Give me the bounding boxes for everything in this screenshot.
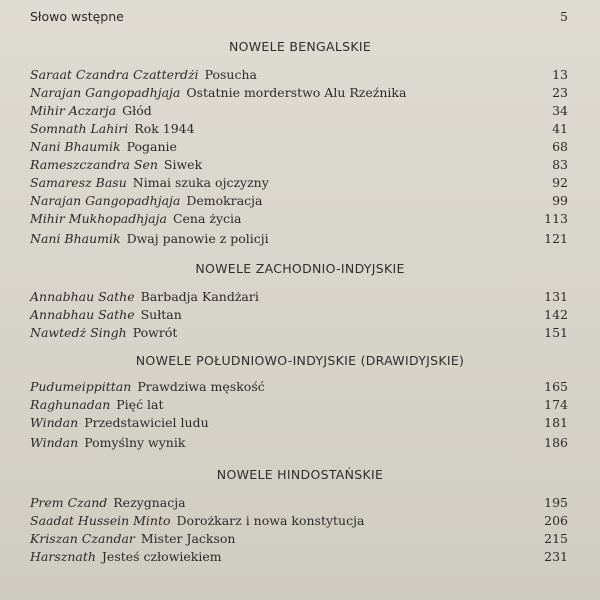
toc-entry xyxy=(30,306,568,324)
entry-title: Demokracja xyxy=(186,193,263,208)
section-heading-bengali: NOWELE BENGALSKIE xyxy=(228,39,372,54)
entry-title: Prawdziwa męskość xyxy=(137,379,265,394)
entry-title: Powrót xyxy=(132,325,178,340)
entry-title: Dorożkarz i nowa konstytucja xyxy=(176,513,365,528)
toc-entry xyxy=(30,288,568,306)
entry-title: Rezygnacja xyxy=(113,495,186,510)
page-number: 23 xyxy=(552,85,568,100)
page-number: 13 xyxy=(552,67,568,82)
toc-entry xyxy=(30,434,568,452)
entry-author: Windan xyxy=(30,435,79,450)
toc-entry xyxy=(30,102,568,120)
entry-title: Barbadja Kandżari xyxy=(140,289,259,304)
section-heading-west-indian: NOWELE ZACHODNIO-INDYJSKIE xyxy=(195,261,405,276)
entry-author: Samaresz Basu xyxy=(30,175,127,190)
entry-title: Mister Jackson xyxy=(140,531,236,546)
page-number: 195 xyxy=(544,495,568,510)
entry-title: Jesteś człowiekiem xyxy=(101,549,222,564)
page-number: 151 xyxy=(544,325,568,340)
toc-entry xyxy=(30,548,568,566)
page-number: 113 xyxy=(544,211,568,226)
entry-author: Narajan Gangopadhjaja xyxy=(30,85,181,100)
entry-author: Somnath Lahiri xyxy=(30,121,129,136)
entry-author: Mihir Aczarja xyxy=(30,103,117,118)
intro-title: Słowo wstępne xyxy=(30,9,124,24)
entry-title: Poganie xyxy=(126,139,177,154)
entry-title: Cena życia xyxy=(172,211,242,226)
entry-author: Nani Bhaumik xyxy=(30,231,121,246)
page-number: 41 xyxy=(552,121,568,136)
entry-author: Pudumeippittan xyxy=(30,379,132,394)
entry-author: Mihir Mukhopadhjaja xyxy=(30,211,167,226)
entry-title: Pięć lat xyxy=(116,397,164,412)
toc-entry xyxy=(30,174,568,192)
toc-entry xyxy=(30,66,568,84)
entry-author: Raghunadan xyxy=(30,397,111,412)
toc-intro-row xyxy=(30,8,568,26)
page-number: 186 xyxy=(544,435,568,450)
toc-entry xyxy=(30,120,568,138)
toc-entry xyxy=(30,414,568,432)
section-heading-hindustani: NOWELE HINDOSTAŃSKIE xyxy=(216,467,384,482)
entry-author: Harsznath xyxy=(30,549,96,564)
toc-entry xyxy=(30,192,568,210)
page-number: 99 xyxy=(552,193,568,208)
page-number: 165 xyxy=(544,379,568,394)
entry-title: Nimai szuka ojczyzny xyxy=(132,175,269,190)
toc-entry xyxy=(30,494,568,512)
toc-entry xyxy=(30,230,568,248)
page-number: 92 xyxy=(552,175,568,190)
entry-author: Nani Bhaumik xyxy=(30,139,121,154)
entry-title: Przedstawiciel ludu xyxy=(84,415,209,430)
page-number: 83 xyxy=(552,157,568,172)
entry-author: Saadat Hussein Minto xyxy=(30,513,171,528)
entry-title: Rok 1944 xyxy=(134,121,195,136)
toc-entry xyxy=(30,324,568,342)
entry-author: Windan xyxy=(30,415,79,430)
page-number: 142 xyxy=(544,307,568,322)
toc-entry xyxy=(30,210,568,228)
page-number: 121 xyxy=(544,231,568,246)
entry-title: Posucha xyxy=(204,67,257,82)
page-number: 131 xyxy=(544,289,568,304)
entry-title: Sułtan xyxy=(140,307,182,322)
section-heading-south-indian: NOWELE POŁUDNIOWO-INDYJSKIE (DRAWIDYJSKIE) xyxy=(135,353,465,368)
page-number: 231 xyxy=(544,549,568,564)
entry-author: Annabhau Sathe xyxy=(30,307,135,322)
toc-entry xyxy=(30,378,568,396)
toc-entry xyxy=(30,396,568,414)
page-number: 215 xyxy=(544,531,568,546)
entry-author: Narajan Gangopadhjaja xyxy=(30,193,181,208)
entry-author: Prem Czand xyxy=(30,495,108,510)
toc-entry xyxy=(30,84,568,102)
page-number: 174 xyxy=(544,397,568,412)
entry-title: Ostatnie morderstwo Alu Rzeźnika xyxy=(186,85,407,100)
toc-entry xyxy=(30,530,568,548)
page-number: 206 xyxy=(544,513,568,528)
page-number: 34 xyxy=(552,103,568,118)
entry-author: Rameszczandra Sen xyxy=(30,157,158,172)
entry-title: Głód xyxy=(122,103,152,118)
page-number: 68 xyxy=(552,139,568,154)
page-number: 181 xyxy=(544,415,568,430)
entry-title: Siwek xyxy=(163,157,203,172)
entry-author: Kriszan Czandar xyxy=(30,531,135,546)
entry-title: Pomyślny wynik xyxy=(84,435,186,450)
toc-entry xyxy=(30,156,568,174)
toc-entry xyxy=(30,138,568,156)
entry-author: Nawtedż Singh xyxy=(30,325,127,340)
entry-author: Saraat Czandra Czatterdżi xyxy=(30,67,199,82)
toc-entry xyxy=(30,512,568,530)
page-number: 5 xyxy=(560,9,568,24)
entry-author: Annabhau Sathe xyxy=(30,289,135,304)
entry-title: Dwaj panowie z policji xyxy=(126,231,269,246)
